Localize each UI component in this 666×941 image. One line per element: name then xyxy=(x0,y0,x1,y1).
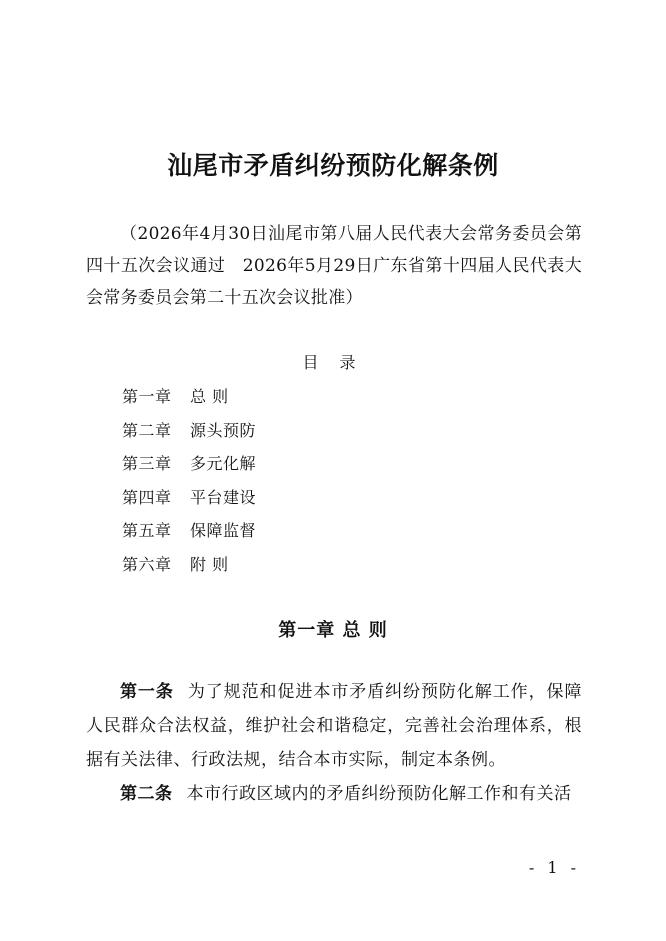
toc-item xyxy=(122,548,256,582)
chapter-heading: 第一章 总 则 xyxy=(278,620,388,641)
article-text: 为了规范和促进本市矛盾纠纷预防化解工作，保障人民群众合法权益，维护社会和谐稳定，完善社会治理体系，根据有关法律、行政法规，结合本市实际，制定本条例。 xyxy=(86,682,582,770)
toc-item xyxy=(122,414,256,448)
toc-chapter-number: 第六章 xyxy=(122,554,172,574)
toc-chapter-name: 多元化解 xyxy=(190,454,257,473)
adoption-note: （2026年4月30日汕尾市第八届人民代表大会常务委员会第四十五次会议通过 2026年5月29日广东省第十四届人民代表大会常务委员会第二十五次会议批准） xyxy=(86,224,582,308)
toc-heading: 目 录 xyxy=(302,353,364,372)
toc-chapter-name: 源头预防 xyxy=(190,420,257,440)
toc-chapter-name: 附 则 xyxy=(190,554,229,574)
toc-item xyxy=(122,481,256,515)
toc-chapter-number: 第三章 xyxy=(122,454,172,473)
table-of-contents xyxy=(122,380,256,581)
toc-chapter-number: 第一章 xyxy=(122,387,172,406)
toc-item xyxy=(122,447,256,481)
toc-chapter-name: 保障监督 xyxy=(190,521,257,540)
toc-chapter-number: 第五章 xyxy=(122,521,172,540)
toc-chapter-name: 总 则 xyxy=(190,387,229,406)
toc-item xyxy=(122,514,256,548)
article-label: 第一条 xyxy=(120,682,174,702)
article-label: 第二条 xyxy=(120,784,173,804)
document-title: 汕尾市矛盾纠纷预防化解条例 xyxy=(167,151,499,180)
toc-chapter-number: 第四章 xyxy=(122,487,172,507)
toc-item xyxy=(122,380,256,414)
toc-chapter-name: 平台建设 xyxy=(190,487,257,507)
article-paragraph xyxy=(86,777,582,811)
article-paragraph xyxy=(86,675,582,777)
page-number: - 1 - xyxy=(528,858,580,877)
toc-chapter-number: 第二章 xyxy=(122,420,172,440)
article-text: 本市行政区域内的矛盾纠纷预防化解工作和有关活 xyxy=(186,784,572,804)
